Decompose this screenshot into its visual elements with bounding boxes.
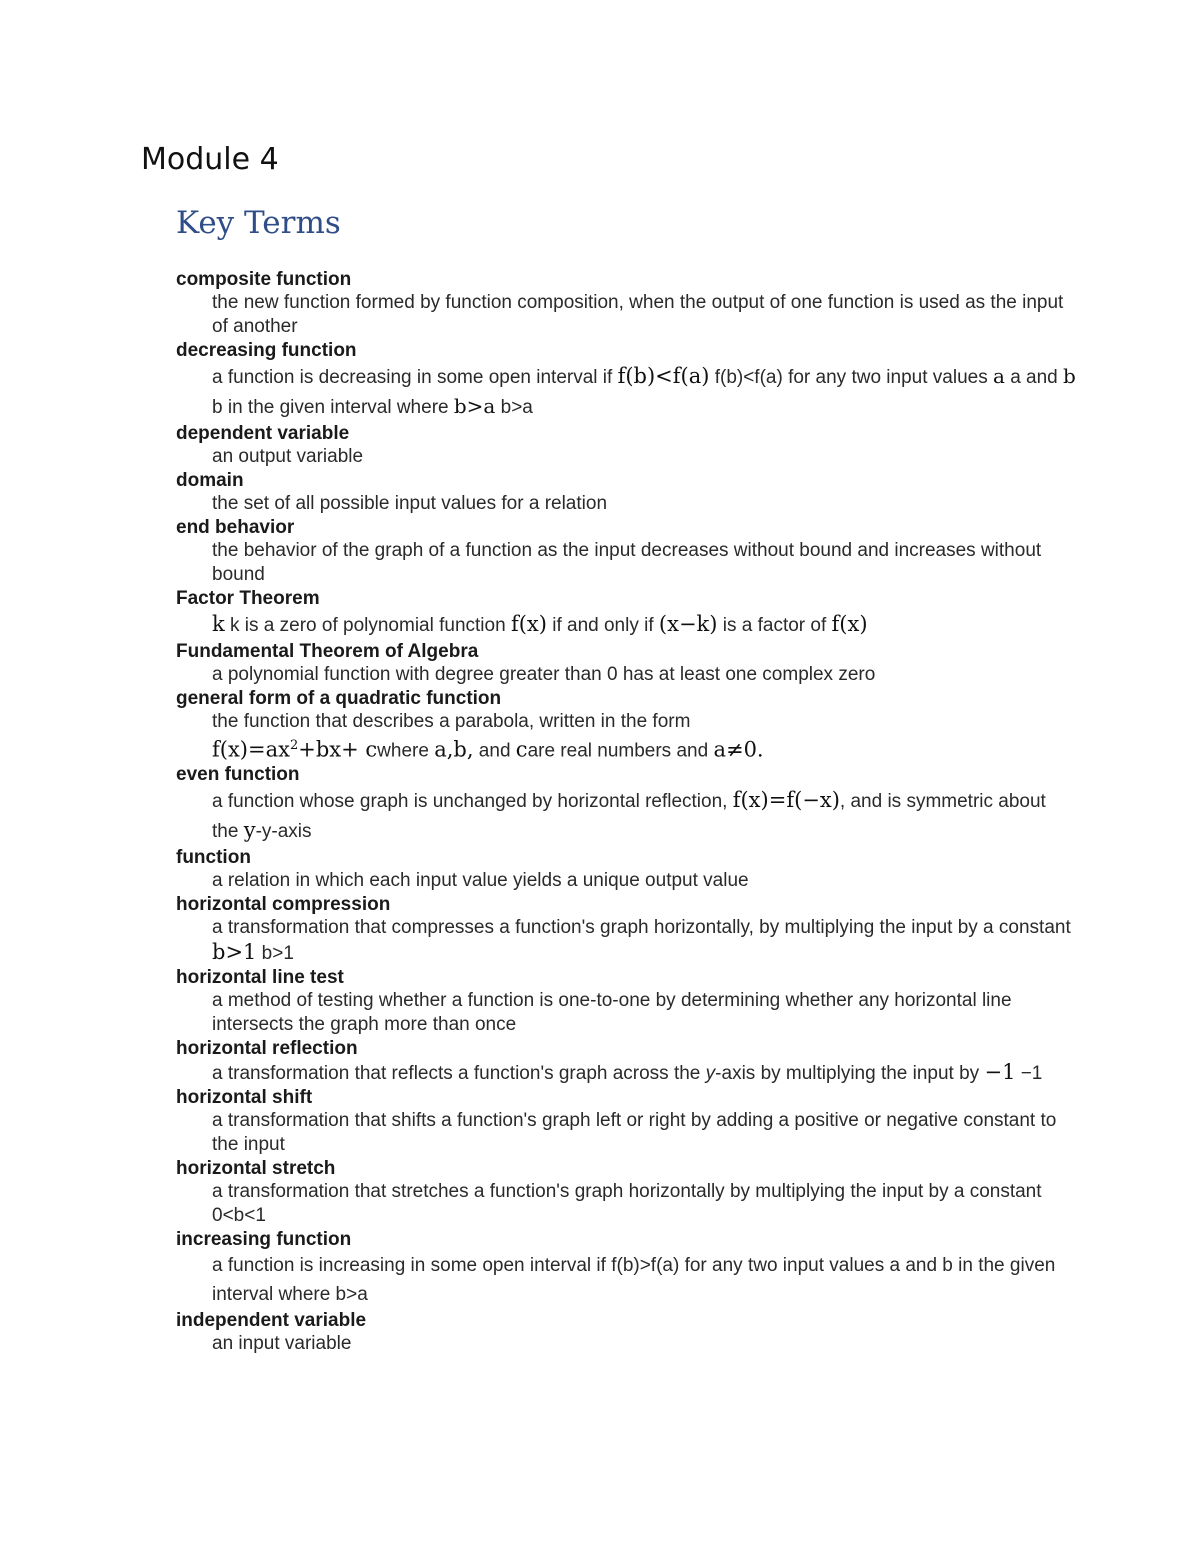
definition-text: is a factor of	[717, 615, 832, 636]
definition-text: are real numbers and	[527, 740, 714, 762]
definition-text: b>a	[495, 397, 533, 418]
definition-text: a transformation that reflects a function's graph across the	[212, 1063, 706, 1085]
glossary-definition: the set of all possible input values for a relation	[212, 493, 608, 514]
math-expression: f(x)	[831, 612, 868, 636]
glossary-term: increasing function	[176, 1229, 352, 1251]
glossary-list	[176, 268, 1076, 1356]
definition-text: −1	[1015, 1063, 1043, 1085]
definition-text: -axis by multiplying the input by	[715, 1063, 985, 1085]
glossary-definition	[212, 710, 812, 763]
glossary-definition: an input variable	[212, 1333, 352, 1355]
glossary-term: end behavior	[176, 517, 295, 538]
math-expression: y	[243, 818, 256, 843]
glossary-term: horizontal reflection	[176, 1038, 358, 1060]
math-expression: +bx+ c	[298, 737, 378, 762]
math-expression: b>a	[453, 394, 496, 418]
glossary-definition	[212, 786, 1076, 846]
glossary-definition: the behavior of the graph of a function as the input decreases without bound and increases without bound	[212, 540, 1042, 585]
math-expression: f(b)<f(a)	[617, 364, 710, 388]
math-expression: a≠0.	[713, 737, 764, 762]
definition-text: f(b)<f(a) for any two input values	[709, 367, 993, 388]
glossary-definition: a transformation that stretches a function's graph horizontally by multiplying the input by a constant 0<b<1	[212, 1181, 1042, 1227]
glossary-term: decreasing function	[176, 340, 357, 361]
section-heading: Key Terms	[176, 205, 341, 241]
glossary-term: horizontal stretch	[176, 1158, 336, 1180]
glossary-definition: the new function formed by function composition, when the output of one function is used as the input of another	[212, 292, 1064, 337]
definition-text: if and only if	[546, 615, 659, 636]
math-expression: c	[515, 737, 528, 762]
definition-text: a transformation that compresses a function's graph horizontally, by multiplying the input by a constant	[212, 917, 1071, 939]
glossary-term: even function	[176, 764, 300, 786]
math-expression: b>1	[212, 940, 257, 965]
math-expression: f(x)=ax	[212, 737, 290, 762]
glossary-term: horizontal compression	[176, 894, 391, 916]
definition-text: a function is decreasing in some open interval if	[212, 367, 618, 388]
math-exponent: 2	[289, 738, 299, 753]
glossary-term: horizontal line test	[176, 967, 344, 989]
definition-text: and	[473, 740, 516, 762]
definition-text: the function that describes a parabola, written in the form	[212, 711, 691, 732]
math-expression: a	[992, 364, 1005, 388]
definition-text: b>1	[256, 943, 294, 965]
definition-text: , and is symmetric about the	[212, 791, 1046, 843]
definition-text: y	[705, 1063, 716, 1085]
glossary-term: domain	[176, 470, 244, 491]
glossary-definition	[212, 610, 1076, 640]
glossary-definition: an output variable	[212, 446, 364, 467]
definition-text: a and	[1004, 367, 1064, 388]
glossary-term: function	[176, 847, 251, 869]
glossary-term: independent variable	[176, 1310, 367, 1332]
definition-text: a function whose graph is unchanged by horizontal reflection,	[212, 791, 733, 813]
glossary-definition: a transformation that shifts a function's graph left or right by adding a positive or negative constant to the input	[212, 1110, 1057, 1156]
glossary-definition: a relation in which each input value yields a unique output value	[212, 870, 749, 892]
definition-text: b in the given interval where	[212, 397, 454, 418]
glossary-term: Factor Theorem	[176, 588, 320, 609]
glossary-definition: a method of testing whether a function is one-to-one by determining whether any horizontal line intersects the graph more than once	[212, 990, 1012, 1036]
glossary-term: dependent variable	[176, 423, 350, 444]
math-expression: a,b,	[434, 737, 474, 762]
math-expression: f(x)=f(−x)	[732, 788, 840, 813]
glossary-definition: a polynomial function with degree greater than 0 has at least one complex zero	[212, 664, 876, 685]
glossary-definition	[212, 362, 1076, 422]
math-expression: (x−k)	[658, 612, 718, 636]
glossary-term: composite function	[176, 269, 352, 290]
glossary-definition	[212, 1060, 1076, 1086]
math-expression: b	[1063, 364, 1076, 388]
glossary-definition	[212, 916, 1076, 966]
math-expression: f(x)	[510, 612, 547, 636]
glossary-definition: a function is increasing in some open interval if f(b)>f(a) for any two input values a and b in the given interval where b>a	[212, 1255, 1056, 1306]
glossary-term: Fundamental Theorem of Algebra	[176, 641, 479, 662]
definition-text: where	[377, 740, 435, 762]
glossary-term: horizontal shift	[176, 1087, 313, 1109]
math-expression: −1	[984, 1060, 1016, 1085]
glossary-term: general form of a quadratic function	[176, 688, 502, 709]
document-title: Module 4	[141, 142, 279, 177]
definition-text: -y-axis	[255, 821, 312, 843]
definition-text: k is a zero of polynomial function	[224, 615, 511, 636]
math-expression: k	[212, 612, 225, 636]
